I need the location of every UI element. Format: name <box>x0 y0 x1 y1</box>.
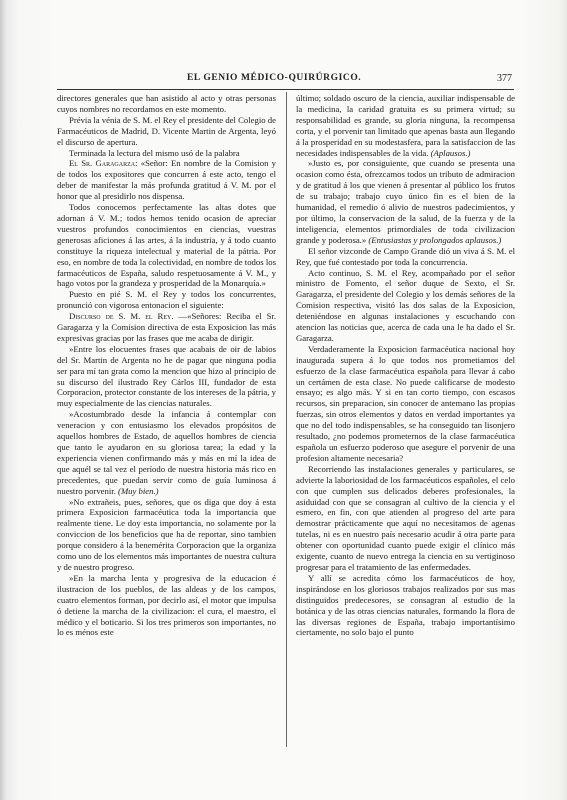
paragraph <box>296 268 515 344</box>
paragraph-text: Terminada la lectura del mismo usó de la palabra <box>69 147 240 158</box>
paragraph-text: —«Señores: Reciba el Sr. Garagarza y la Comision directiva de esta Exposicion las más expresivas gracias por las frases que me acaba de dirigir. <box>57 311 276 343</box>
applause-note: (Entusiastas y prolongados aplausos.) <box>366 234 502 245</box>
page-number: 377 <box>497 73 512 84</box>
left-column <box>57 93 276 638</box>
paragraph-text: »Entre los elocuentes frases que acabais de oir de labios del Sr. Martin de Argenta no he de pagar que ninguna podia ser para mí tan grata como la mencion que hizo al principio de su discurso del ilustrado Rey Cárlos III, fundador de esta Corporacion, protector constante de los intereses de la pátria, y muy especialmente de las ciencias naturales. <box>57 343 276 409</box>
paragraph <box>57 202 276 289</box>
paragraph <box>296 158 515 245</box>
paragraph <box>57 311 276 344</box>
paragraph <box>57 158 276 202</box>
right-column <box>296 93 515 638</box>
paragraph-text: Recorriendo las instalaciones generales y particulares, se advierte la laboriosidad de los farmacéuticos españoles, el celo con que cumplen sus delicados deberes profesionales, la asiduidad con que se consagran al cultivo de la ciencia y el esmero, en fin, con que atienden al progreso del arte para demostrar prácticamente que aquí no necesitamos de agenas tutelas, ni es en nuestro país necesario acudir á otra parte para obtener con oportunidad cuanto puede exigir el clínico más exigente, cuanto de nuevo entrega la ciencia en su vertiginoso progresar para el tratamiento de las enfermedades. <box>296 463 515 572</box>
paragraph <box>57 497 276 573</box>
paragraph <box>57 573 276 638</box>
page-header <box>57 73 512 87</box>
header-rule <box>57 89 514 90</box>
paragraph <box>296 93 515 158</box>
paragraph-text: último; soldado oscuro de la ciencia, auxiliar indispensable de la medicina, la caridad gratuita es su primera virtud; su responsabilidad es grande, su gloria ninguna, la recompensa corta, y el porvenir tan limitado que apenas basta aun llegando á la prosperidad en su modestasfera, para la satisfaccion de las necesidades indispensables de la vida. <box>296 93 515 158</box>
paragraph-text: El señor vizconde de Campo Grande dió un viva á S. M. el Rey, que fué contestado por toda la concurrencia. <box>296 245 515 267</box>
running-title: EL GENIO MÉDICO-QUIRÚRGICO. <box>187 73 362 83</box>
paragraph <box>57 93 276 115</box>
paragraph <box>57 344 276 409</box>
paragraph-text: Prévia la vénia de S. M. el Rey el presidente del Colegio de Farmacéuticos de Madrid, D. Vicente Martin de Argenta, leyó el discurso de apertura. <box>57 114 276 147</box>
paragraph-text: Acto continuo, S. M. el Rey, acompañado por el señor ministro de Fomento, el señor duque de Sexto, el Sr. Garagarza, el presidente del Colegio y los demás señores de la Comision respectiva, visitó las dos salas de la Exposicion, deteniéndose en algunas instalaciones y escuchando con atencion las noticias que, acerca de cada una le ha dado el Sr. Garagarza. <box>296 267 515 343</box>
paragraph-text: »Justo es, por consiguiente, que cuando se presenta una ocasion como ésta, ofrezcamos todos un tributo de admiracion y de gratitud á los que vienen á presentar al público los frutos de su trabajo; trabajo cuyo único fin es el bien de la humanidad, el remedio ó alivio de nuestros padecimientos, y por último, la conservacion de la salud, de la fuerza y de la inteligencia, elementos primordiales de toda civilizacion grande y poderosa.» <box>296 158 515 245</box>
paragraph-text: «Señor: En nombre de la Comision y de todos los expositores que concurren á este acto, tengo el deber de manifestar la más profunda gratitud á V. M. por el honor que al presidirlo nos dispensa. <box>57 158 276 202</box>
paragraph-text: »No extrañeis, pues, señores, que os diga que doy á esta primera Exposicion farmacéutica toda la importancia que realmente tiene. Le doy esta importancia, no solamente por la conviccion de los beneficios que ha de reportar, sino tambien porque considero á la benemérita Corporacion que la organiza como uno de los elementos más importantes de nuestra cultura y de nuestro progreso. <box>57 496 276 572</box>
paragraph-text: »Acostumbrado desde la infancia á contemplar con veneracion y con entusiasmo los elevados propósitos de aquellos hombres de Estado, de aquellos hombres de ciencia que tanto le ayudaron en su gloriosa tarea; la edad y la experiencia vienen confirmando más y más en mí la idea de que aquél se tal vez el período de nuestra historia más rico en precedentes, que puedan servir como de guía luminosa á nuestro porvenir. <box>57 409 276 496</box>
paragraph <box>296 573 515 638</box>
applause-note: (Muy bien.) <box>115 485 159 496</box>
paragraph <box>296 344 515 464</box>
speaker-label: El Sr. Garagarza: <box>69 158 138 169</box>
paragraph <box>57 148 276 159</box>
paragraph-text: Todos conocemos perfectamente las altas dotes que adornan á V. M.; todos hemos tenido ocasion de apreciar vuestros profundos conocimientos en ciencias, vuestras generosas aficiones á las artes, á la industria, y á todo cuanto constituye la riqueza intelectual y material de la pátria. Por eso, en nombre de toda la colectividad, en nombre de todos los farmacéuticos de España, saludo respetuosamente á V. M., y hago votos por la grandeza y prosperidad de la Monarquía.» <box>57 202 276 289</box>
paragraph-text: directores generales que han asistido al acto y otras personas cuyos nombres no recordamos en este momento. <box>57 93 276 114</box>
paragraph <box>296 464 515 573</box>
applause-note: (Aplausos.) <box>428 147 471 158</box>
paragraph <box>57 115 276 148</box>
paragraph <box>296 246 515 268</box>
speaker-label: Discurso de S. M. el Rey. <box>69 311 174 322</box>
paragraph-text: »En la marcha lenta y progresiva de la educacion é ilustracion de los pueblos, de las aldeas y de los campos, cuatro elementos forman, por decirlo así, el motor que impulsa ó detiene la marcha de la civilizacion: el cura, el maestro, el médico y el boticario. Si los tres primeros son importantes, no lo es ménos este <box>57 572 276 638</box>
paragraph <box>57 409 276 496</box>
paragraph-text: Puesto en pié S. M. el Rey y todos los concurrentes, pronunció con vigorosa entonacion el siguiente: <box>57 289 276 311</box>
paragraph <box>57 289 276 311</box>
paragraph-text: Y allí se acredita cómo los farmacéuticos de hoy, inspirándose en los gloriosos trabajos realizados por sus mas distinguidos predecesores, se consagran al estudio de la botánica y de las otras ciencias naturales, formando la flora de las diversas regiones de España, trabajo importantísimo ciertamente, no solo bajo el punto <box>296 572 515 638</box>
paragraph-text: Verdaderamente la Exposicion farmacéutica nacional hoy inaugurada supera á lo que todos nos prometiamos del esfuerzo de la clase farmacéutica española para llevar á cabo un certámen de esta clase. No puede calificarse de modesto ensayo; es algo más. Y si en tan corto tiempo, con escasos recursos, sin preparacion, sin conocer de antemano las propias fuerzas, sin otros elementos y datos en verdad importantes ya que no del todo indispensables, se ha conseguido tan lisonjero resultado, ¿no podemos prometernos de la clase farmacéutica española un esfuerzo poderoso que asegure el porvenir de una profesion altamente necesaria? <box>296 343 515 463</box>
column-divider <box>286 92 287 747</box>
